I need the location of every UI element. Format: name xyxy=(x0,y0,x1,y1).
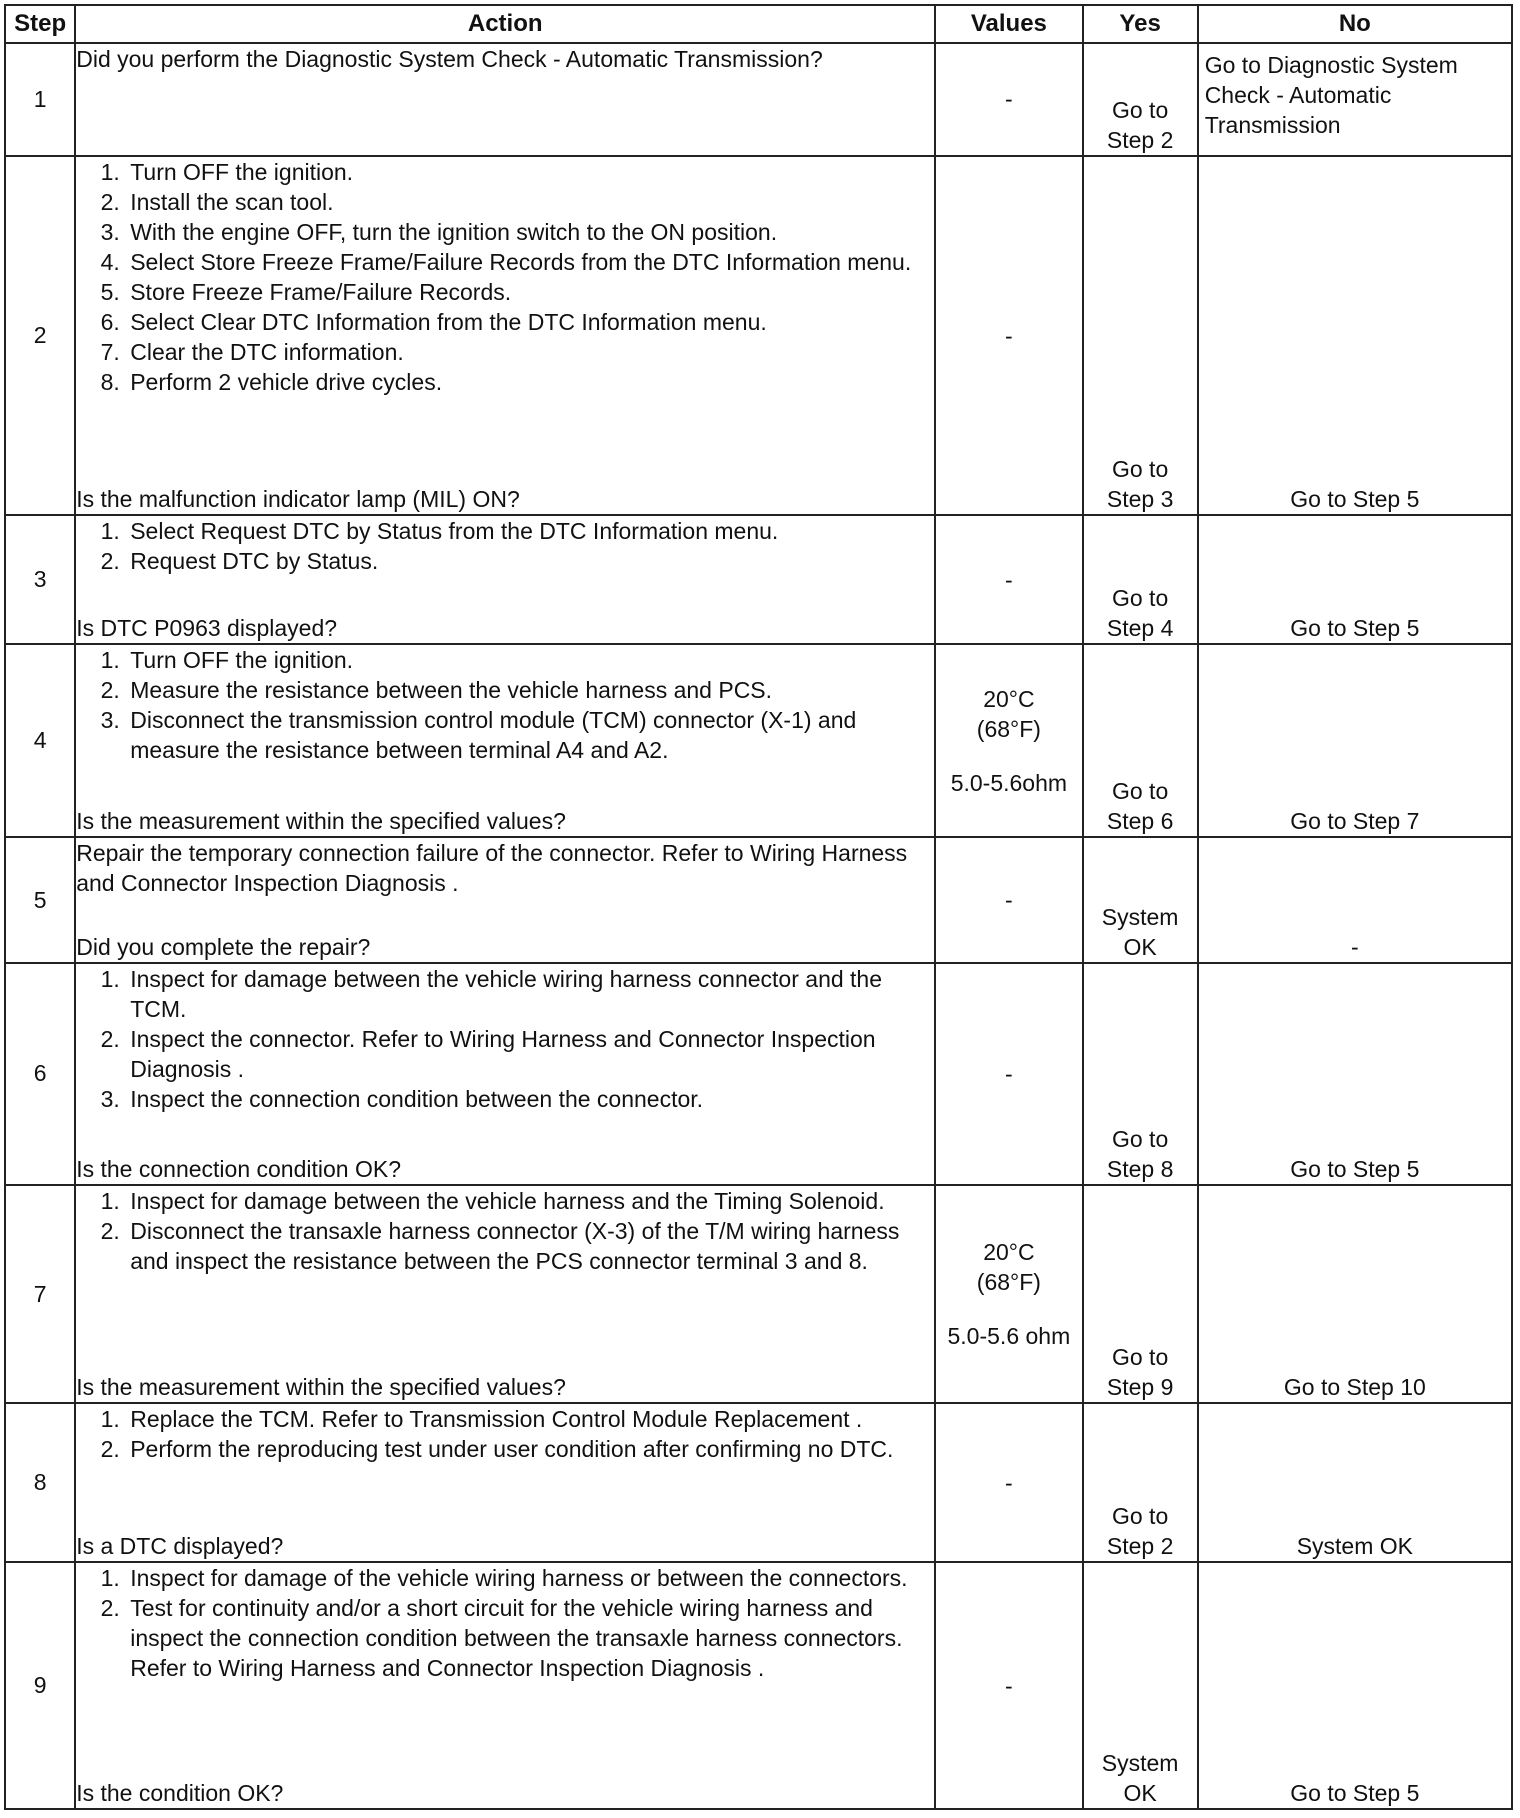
header-action: Action xyxy=(75,5,935,43)
action-step-item: 2. Inspect the connector. Refer to Wiring Harness and Connector Inspection Diagnosis . xyxy=(126,1024,934,1084)
no-cell: Go to Diagnostic System Check - Automatic Transmission xyxy=(1198,43,1512,156)
action-steps-list xyxy=(76,1404,934,1464)
step-number: 6 xyxy=(5,963,75,1184)
step-number: 2 xyxy=(5,156,75,515)
action-steps-list xyxy=(76,157,934,397)
yes-line: Go to xyxy=(1111,96,1169,123)
no-cell: System OK xyxy=(1198,1403,1512,1562)
value-line: - xyxy=(1005,86,1013,113)
values-cell xyxy=(935,1403,1082,1562)
yes-cell xyxy=(1083,644,1198,836)
yes-line: System xyxy=(1101,904,1179,931)
table-row xyxy=(5,1403,1512,1562)
table-row xyxy=(5,1562,1512,1809)
action-step-item: 7. Clear the DTC information. xyxy=(126,337,934,367)
action-content xyxy=(76,1404,934,1561)
yes-cell xyxy=(1083,156,1198,515)
value-line: 5.0-5.6ohm xyxy=(950,769,1068,796)
action-step-item: 1. Turn OFF the ignition. xyxy=(126,157,934,187)
action-step-item: 2. Measure the resistance between the vehicle harness and PCS. xyxy=(126,675,934,705)
action-cell xyxy=(75,1185,935,1404)
value-line: 20°C xyxy=(983,685,1035,712)
value-line: - xyxy=(1005,887,1013,914)
action-step-item: 2. Request DTC by Status. xyxy=(126,546,934,576)
yes-cell xyxy=(1083,1562,1198,1809)
yes-line: Step 8 xyxy=(1106,1155,1174,1182)
yes-cell xyxy=(1083,1185,1198,1404)
value-line: - xyxy=(1005,1060,1013,1087)
action-steps-list xyxy=(76,645,934,765)
action-cell xyxy=(75,156,935,515)
action-cell xyxy=(75,963,935,1184)
action-steps-list xyxy=(76,964,934,1114)
action-step-item: 3. Disconnect the transmission control module (TCM) connector (X-1) and measure the resistance between terminal A4 and A2. xyxy=(126,705,934,765)
yes-line: OK xyxy=(1123,934,1157,961)
action-steps-list xyxy=(76,1563,934,1683)
yes-cell xyxy=(1083,515,1198,644)
header-row xyxy=(5,5,1512,43)
action-step-item: 6. Select Clear DTC Information from the DTC Information menu. xyxy=(126,307,934,337)
yes-line: Step 3 xyxy=(1106,486,1174,513)
action-content xyxy=(76,44,934,155)
action-content xyxy=(76,1186,934,1403)
yes-line: Go to xyxy=(1111,585,1169,612)
action-intro: Did you perform the Diagnostic System Check - Automatic Transmission? xyxy=(76,46,823,72)
yes-line: Step 2 xyxy=(1106,1533,1174,1560)
table-row xyxy=(5,515,1512,644)
step-number: 9 xyxy=(5,1562,75,1809)
table-row xyxy=(5,43,1512,156)
table-row xyxy=(5,644,1512,836)
table-row xyxy=(5,963,1512,1184)
action-content xyxy=(76,516,934,643)
header-yes: Yes xyxy=(1083,5,1198,43)
diagnostic-table xyxy=(4,4,1513,1810)
values-cell xyxy=(935,644,1082,836)
values-cell xyxy=(935,156,1082,515)
action-step-item: 1. Inspect for damage between the vehicle harness and the Timing Solenoid. xyxy=(126,1186,934,1216)
action-cell xyxy=(75,644,935,836)
yes-line: Step 2 xyxy=(1106,126,1174,153)
value-line: (68°F) xyxy=(976,715,1041,742)
action-step-item: 1. Inspect for damage between the vehicle wiring harness connector and the TCM. xyxy=(126,964,934,1024)
step-number: 3 xyxy=(5,515,75,644)
yes-cell xyxy=(1083,837,1198,964)
action-question: Is DTC P0963 displayed? xyxy=(76,615,338,642)
action-cell xyxy=(75,43,935,156)
action-step-item: 5. Store Freeze Frame/Failure Records. xyxy=(126,277,934,307)
no-cell: Go to Step 10 xyxy=(1198,1185,1512,1404)
action-content xyxy=(76,1563,934,1808)
step-number: 5 xyxy=(5,837,75,964)
header-step: Step xyxy=(5,5,75,43)
action-question: Is the condition OK? xyxy=(76,1780,284,1806)
action-intro: Repair the temporary connection failure of the connector. Refer to Wiring Harness and Connector Inspection Diagnosis . xyxy=(76,839,908,896)
yes-line: Go to xyxy=(1111,1344,1169,1371)
action-step-item: 1. Select Request DTC by Status from the DTC Information menu. xyxy=(126,516,934,546)
action-step-item: 3. With the engine OFF, turn the ignition switch to the ON position. xyxy=(126,217,934,247)
yes-cell xyxy=(1083,1403,1198,1562)
yes-cell xyxy=(1083,43,1198,156)
no-cell: Go to Step 5 xyxy=(1198,1562,1512,1809)
action-cell xyxy=(75,1403,935,1562)
value-line: - xyxy=(1005,322,1013,349)
action-cell xyxy=(75,515,935,644)
yes-line: System xyxy=(1101,1750,1179,1776)
action-question: Is the measurement within the specified values? xyxy=(76,807,566,834)
yes-cell xyxy=(1083,963,1198,1184)
values-cell xyxy=(935,1562,1082,1809)
action-question: Is a DTC displayed? xyxy=(76,1533,284,1560)
yes-line: Go to xyxy=(1111,777,1169,804)
value-line: 5.0-5.6 ohm xyxy=(947,1323,1071,1350)
action-question: Is the measurement within the specified values? xyxy=(76,1374,566,1401)
no-cell: - xyxy=(1198,837,1512,964)
yes-line: Go to xyxy=(1111,456,1169,483)
action-step-item: 2. Disconnect the transaxle harness connector (X-3) of the T/M wiring harness and inspect the resistance between the PCS connector terminal 3 and 8. xyxy=(126,1216,934,1276)
action-step-item: 2. Perform the reproducing test under user condition after confirming no DTC. xyxy=(126,1434,934,1464)
no-cell: Go to Step 5 xyxy=(1198,156,1512,515)
yes-line: Step 9 xyxy=(1106,1374,1174,1401)
action-question: Is the connection condition OK? xyxy=(76,1155,401,1182)
action-step-item: 4. Select Store Freeze Frame/Failure Records from the DTC Information menu. xyxy=(126,247,934,277)
action-content xyxy=(76,157,934,514)
value-line: - xyxy=(1005,1469,1013,1496)
action-question: Is the malfunction indicator lamp (MIL) ON? xyxy=(76,486,520,513)
action-content xyxy=(76,645,934,835)
values-cell xyxy=(935,515,1082,644)
table-row xyxy=(5,156,1512,515)
no-cell: Go to Step 5 xyxy=(1198,515,1512,644)
action-question: Did you complete the repair? xyxy=(76,934,371,961)
value-line: - xyxy=(1005,1672,1013,1699)
action-step-item: 2. Test for continuity and/or a short circuit for the vehicle wiring harness and inspect the connection condition between the transaxle harness connectors. Refer to Wiring Harness and Connector Inspection Diagnosis . xyxy=(126,1593,934,1683)
values-cell xyxy=(935,43,1082,156)
value-line: (68°F) xyxy=(976,1269,1041,1296)
action-steps-list xyxy=(76,1186,934,1276)
action-step-item: 2. Install the scan tool. xyxy=(126,187,934,217)
table-row xyxy=(5,1185,1512,1404)
yes-line: Go to xyxy=(1111,1503,1169,1530)
yes-line: OK xyxy=(1123,1780,1157,1806)
yes-line: Step 4 xyxy=(1106,615,1174,642)
values-cell xyxy=(935,837,1082,964)
no-cell: Go to Step 7 xyxy=(1198,644,1512,836)
action-step-item: 8. Perform 2 vehicle drive cycles. xyxy=(126,367,934,397)
action-cell xyxy=(75,1562,935,1809)
table-row xyxy=(5,837,1512,964)
action-content xyxy=(76,964,934,1183)
yes-line: Go to xyxy=(1111,1125,1169,1152)
action-step-item: 1. Inspect for damage of the vehicle wiring harness or between the connectors. xyxy=(126,1563,934,1593)
step-number: 7 xyxy=(5,1185,75,1404)
action-step-item: 1. Replace the TCM. Refer to Transmission Control Module Replacement . xyxy=(126,1404,934,1434)
header-values: Values xyxy=(935,5,1082,43)
value-line: - xyxy=(1005,566,1013,593)
action-content xyxy=(76,838,934,963)
step-number: 1 xyxy=(5,43,75,156)
value-line: 20°C xyxy=(983,1239,1035,1266)
step-number: 4 xyxy=(5,644,75,836)
action-step-item: 1. Turn OFF the ignition. xyxy=(126,645,934,675)
action-steps-list xyxy=(76,516,934,576)
yes-line: Step 6 xyxy=(1106,807,1174,834)
action-step-item: 3. Inspect the connection condition between the connector. xyxy=(126,1084,934,1114)
step-number: 8 xyxy=(5,1403,75,1562)
values-cell xyxy=(935,1185,1082,1404)
action-cell xyxy=(75,837,935,964)
values-cell xyxy=(935,963,1082,1184)
no-cell: Go to Step 5 xyxy=(1198,963,1512,1184)
header-no: No xyxy=(1198,5,1512,43)
